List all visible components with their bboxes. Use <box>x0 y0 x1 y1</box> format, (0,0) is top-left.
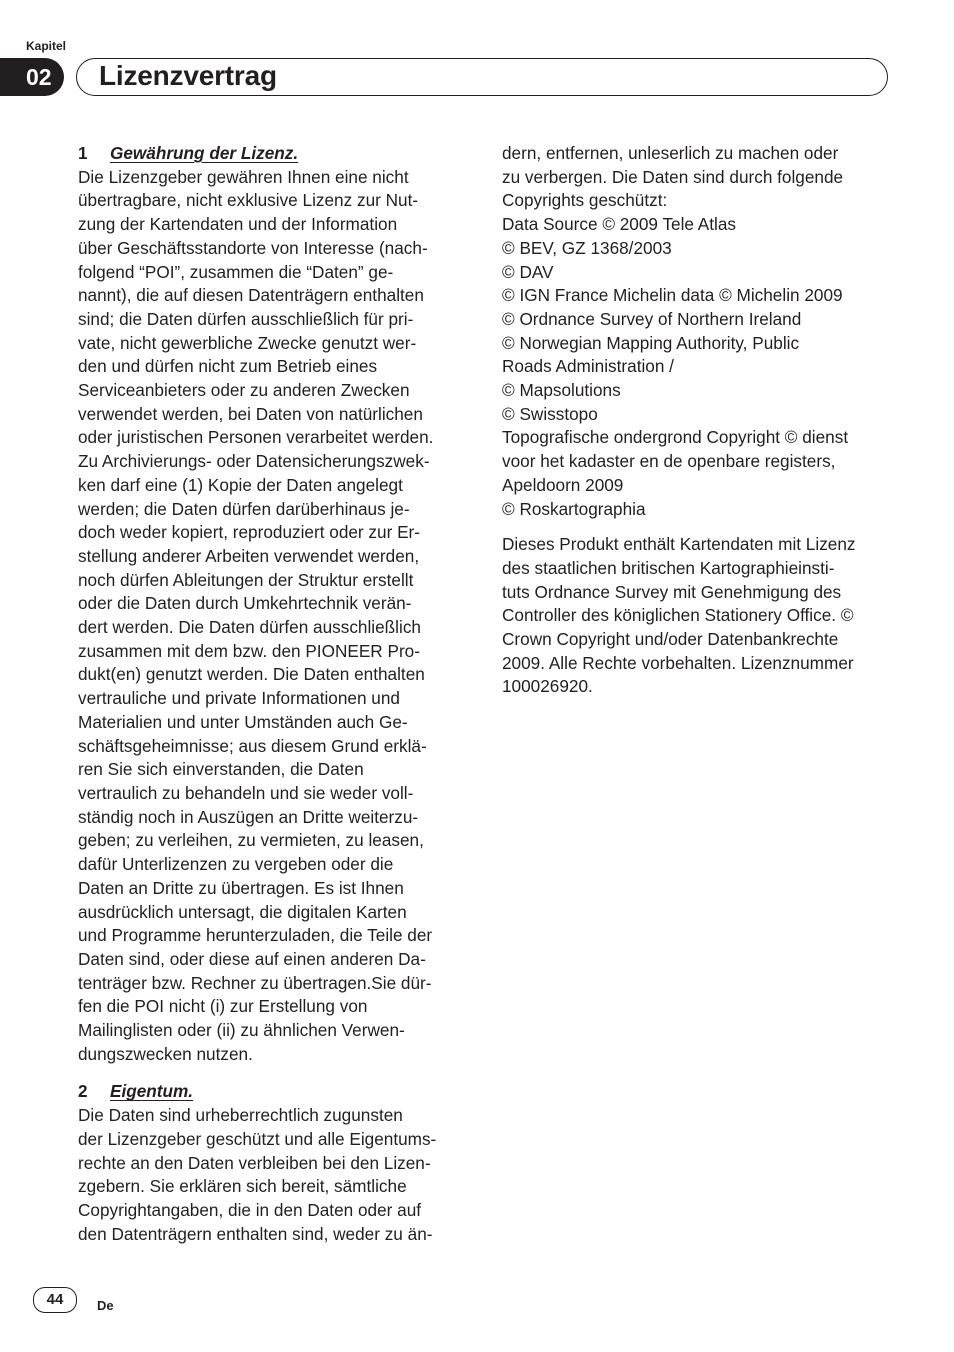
text-line: © DAV <box>502 261 554 282</box>
text-line: des staatlichen britischen Kartographieinsti- <box>502 557 835 578</box>
text-line: tenträger bzw. Rechner zu übertragen.Sie dür- <box>78 972 432 993</box>
section-number: 2 <box>78 1081 88 1102</box>
text-line: rechte an den Daten verbleiben bei den Lizen- <box>78 1152 431 1173</box>
text-line: ständig noch in Auszügen an Dritte weiterzu- <box>78 806 419 827</box>
text-line: ausdrücklich untersagt, die digitalen Karten <box>78 901 407 922</box>
section-1 <box>78 142 470 1066</box>
text-line: schäftsgeheimnisse; aus diesem Grund erklä- <box>78 735 427 756</box>
text-line: den und dürfen nicht zum Betrieb eines <box>78 356 378 377</box>
text-line: vertrauliche und private Informationen und <box>78 688 400 709</box>
section-body <box>78 1104 470 1246</box>
text-line: nannt), die auf diesen Datenträgern enthalten <box>78 285 424 306</box>
text-line: stellung anderer Arbeiten verwendet werden, <box>78 545 420 566</box>
text-line: Apeldoorn 2009 <box>502 474 624 495</box>
text-line: zu verbergen. Die Daten sind durch folgende <box>502 166 844 187</box>
text-line: und Programme herunterzuladen, die Teile der <box>78 925 433 946</box>
text-line: fen die POI nicht (i) zur Erstellung von <box>78 996 368 1017</box>
text-line: © Swisstopo <box>502 403 598 424</box>
text-line: © Ordnance Survey of Northern Ireland <box>502 308 802 329</box>
text-line: Daten an Dritte zu übertragen. Es ist Ihnen <box>78 877 404 898</box>
text-line: Crown Copyright und/oder Datenbankrechte <box>502 629 839 650</box>
chapter-number-badge: 02 <box>0 58 64 96</box>
text-line: dungszwecken nutzen. <box>78 1043 253 1064</box>
text-line: Data Source © 2009 Tele Atlas <box>502 214 737 235</box>
copyright-paragraph <box>502 142 902 521</box>
section-title: Gewährung der Lizenz. <box>110 143 299 163</box>
text-line: übertragbare, nicht exklusive Lizenz zur Nut- <box>78 190 419 211</box>
text-line: zgebern. Sie erklären sich bereit, sämtliche <box>78 1176 407 1197</box>
text-line: zusammen mit dem bzw. den PIONEER Pro- <box>78 640 420 661</box>
text-line: geben; zu verleihen, zu vermieten, zu leasen, <box>78 830 424 851</box>
text-line: dafür Unterlizenzen zu vergeben oder die <box>78 854 394 875</box>
section-heading <box>78 1080 470 1104</box>
text-line: 2009. Alle Rechte vorbehalten. Lizenznummer <box>502 652 854 673</box>
text-line: den Datenträgern enthalten sind, weder zu än- <box>78 1223 433 1244</box>
text-line: voor het kadaster en de openbare registers, <box>502 451 836 472</box>
text-line: oder die Daten durch Umkehrtechnik verän- <box>78 593 412 614</box>
text-line: vertraulich zu behandeln und sie weder voll- <box>78 782 414 803</box>
text-line: Materialien und unter Umständen auch Ge- <box>78 711 408 732</box>
text-line: Die Lizenzgeber gewähren Ihnen eine nicht <box>78 166 409 187</box>
page-number-badge: 44 <box>33 1287 77 1313</box>
paragraph-gap <box>502 521 902 533</box>
text-line: Serviceanbieters oder zu anderen Zwecken <box>78 380 410 401</box>
text-line: Zu Archivierungs- oder Datensicherungszwek- <box>78 451 430 472</box>
text-line: vate, nicht gewerbliche Zwecke genutzt wer- <box>78 332 417 353</box>
right-column <box>502 142 902 699</box>
section-number: 1 <box>78 143 88 163</box>
text-line: werden; die Daten dürfen darüberhinaus je- <box>78 498 410 519</box>
text-line: doch weder kopiert, reproduziert oder zur Er- <box>78 522 420 543</box>
language-code: De <box>97 1298 114 1313</box>
text-line: dert werden. Die Daten dürfen ausschließlich <box>78 617 421 638</box>
text-line: sind; die Daten dürfen ausschließlich für pri- <box>78 308 414 329</box>
text-line: der Lizenzgeber geschützt und alle Eigentums- <box>78 1128 437 1149</box>
text-line: Copyrightangaben, die in den Daten oder auf <box>78 1199 422 1220</box>
section-2 <box>78 1080 470 1246</box>
text-line: Controller des königlichen Stationery Office. © <box>502 605 854 626</box>
text-line: dern, entfernen, unleserlich zu machen oder <box>502 143 839 163</box>
text-line: Roads Administration / <box>502 356 674 377</box>
text-line: noch dürfen Ableitungen der Struktur erstellt <box>78 569 414 590</box>
page-title: Lizenzvertrag <box>99 60 277 91</box>
section-title: Eigentum. <box>110 1081 194 1102</box>
text-line: dukt(en) genutzt werden. Die Daten enthalten <box>78 664 425 685</box>
text-line: © BEV, GZ 1368/2003 <box>502 237 672 258</box>
text-line: © IGN France Michelin data © Michelin 2009 <box>502 285 843 306</box>
text-line: Mailinglisten oder (ii) zu ähnlichen Verwen- <box>78 1020 405 1041</box>
section-heading <box>78 142 470 166</box>
text-line: © Roskartographia <box>502 498 646 519</box>
text-line: Daten sind, oder diese auf einen anderen Da- <box>78 948 426 969</box>
text-line: Dieses Produkt enthält Kartendaten mit Lizenz <box>502 534 856 555</box>
section-body <box>78 166 470 1067</box>
text-line: Copyrights geschützt: <box>502 190 668 211</box>
left-column <box>78 142 470 1246</box>
text-line: über Geschäftsstandorte von Interesse (nach- <box>78 237 428 258</box>
text-line: folgend “POI”, zusammen die “Daten” ge- <box>78 261 394 282</box>
text-line: oder juristischen Personen verarbeitet werden. <box>78 427 434 448</box>
text-line: ken darf eine (1) Kopie der Daten angelegt <box>78 474 403 495</box>
text-line: Die Daten sind urheberrechtlich zugunsten <box>78 1105 403 1126</box>
text-line: © Mapsolutions <box>502 380 621 401</box>
license-paragraph <box>502 533 902 699</box>
kapitel-label: Kapitel <box>26 39 67 53</box>
text-line: tuts Ordnance Survey mit Genehmigung des <box>502 581 842 602</box>
text-line: Topografische ondergrond Copyright © dienst <box>502 427 849 448</box>
text-line: ren Sie sich einverstanden, die Daten <box>78 759 364 780</box>
text-line: © Norwegian Mapping Authority, Public <box>502 332 800 353</box>
text-line: zung der Kartendaten und der Information <box>78 214 398 235</box>
text-line: 100026920. <box>502 676 593 697</box>
text-line: verwendet werden, bei Daten von natürlichen <box>78 403 423 424</box>
